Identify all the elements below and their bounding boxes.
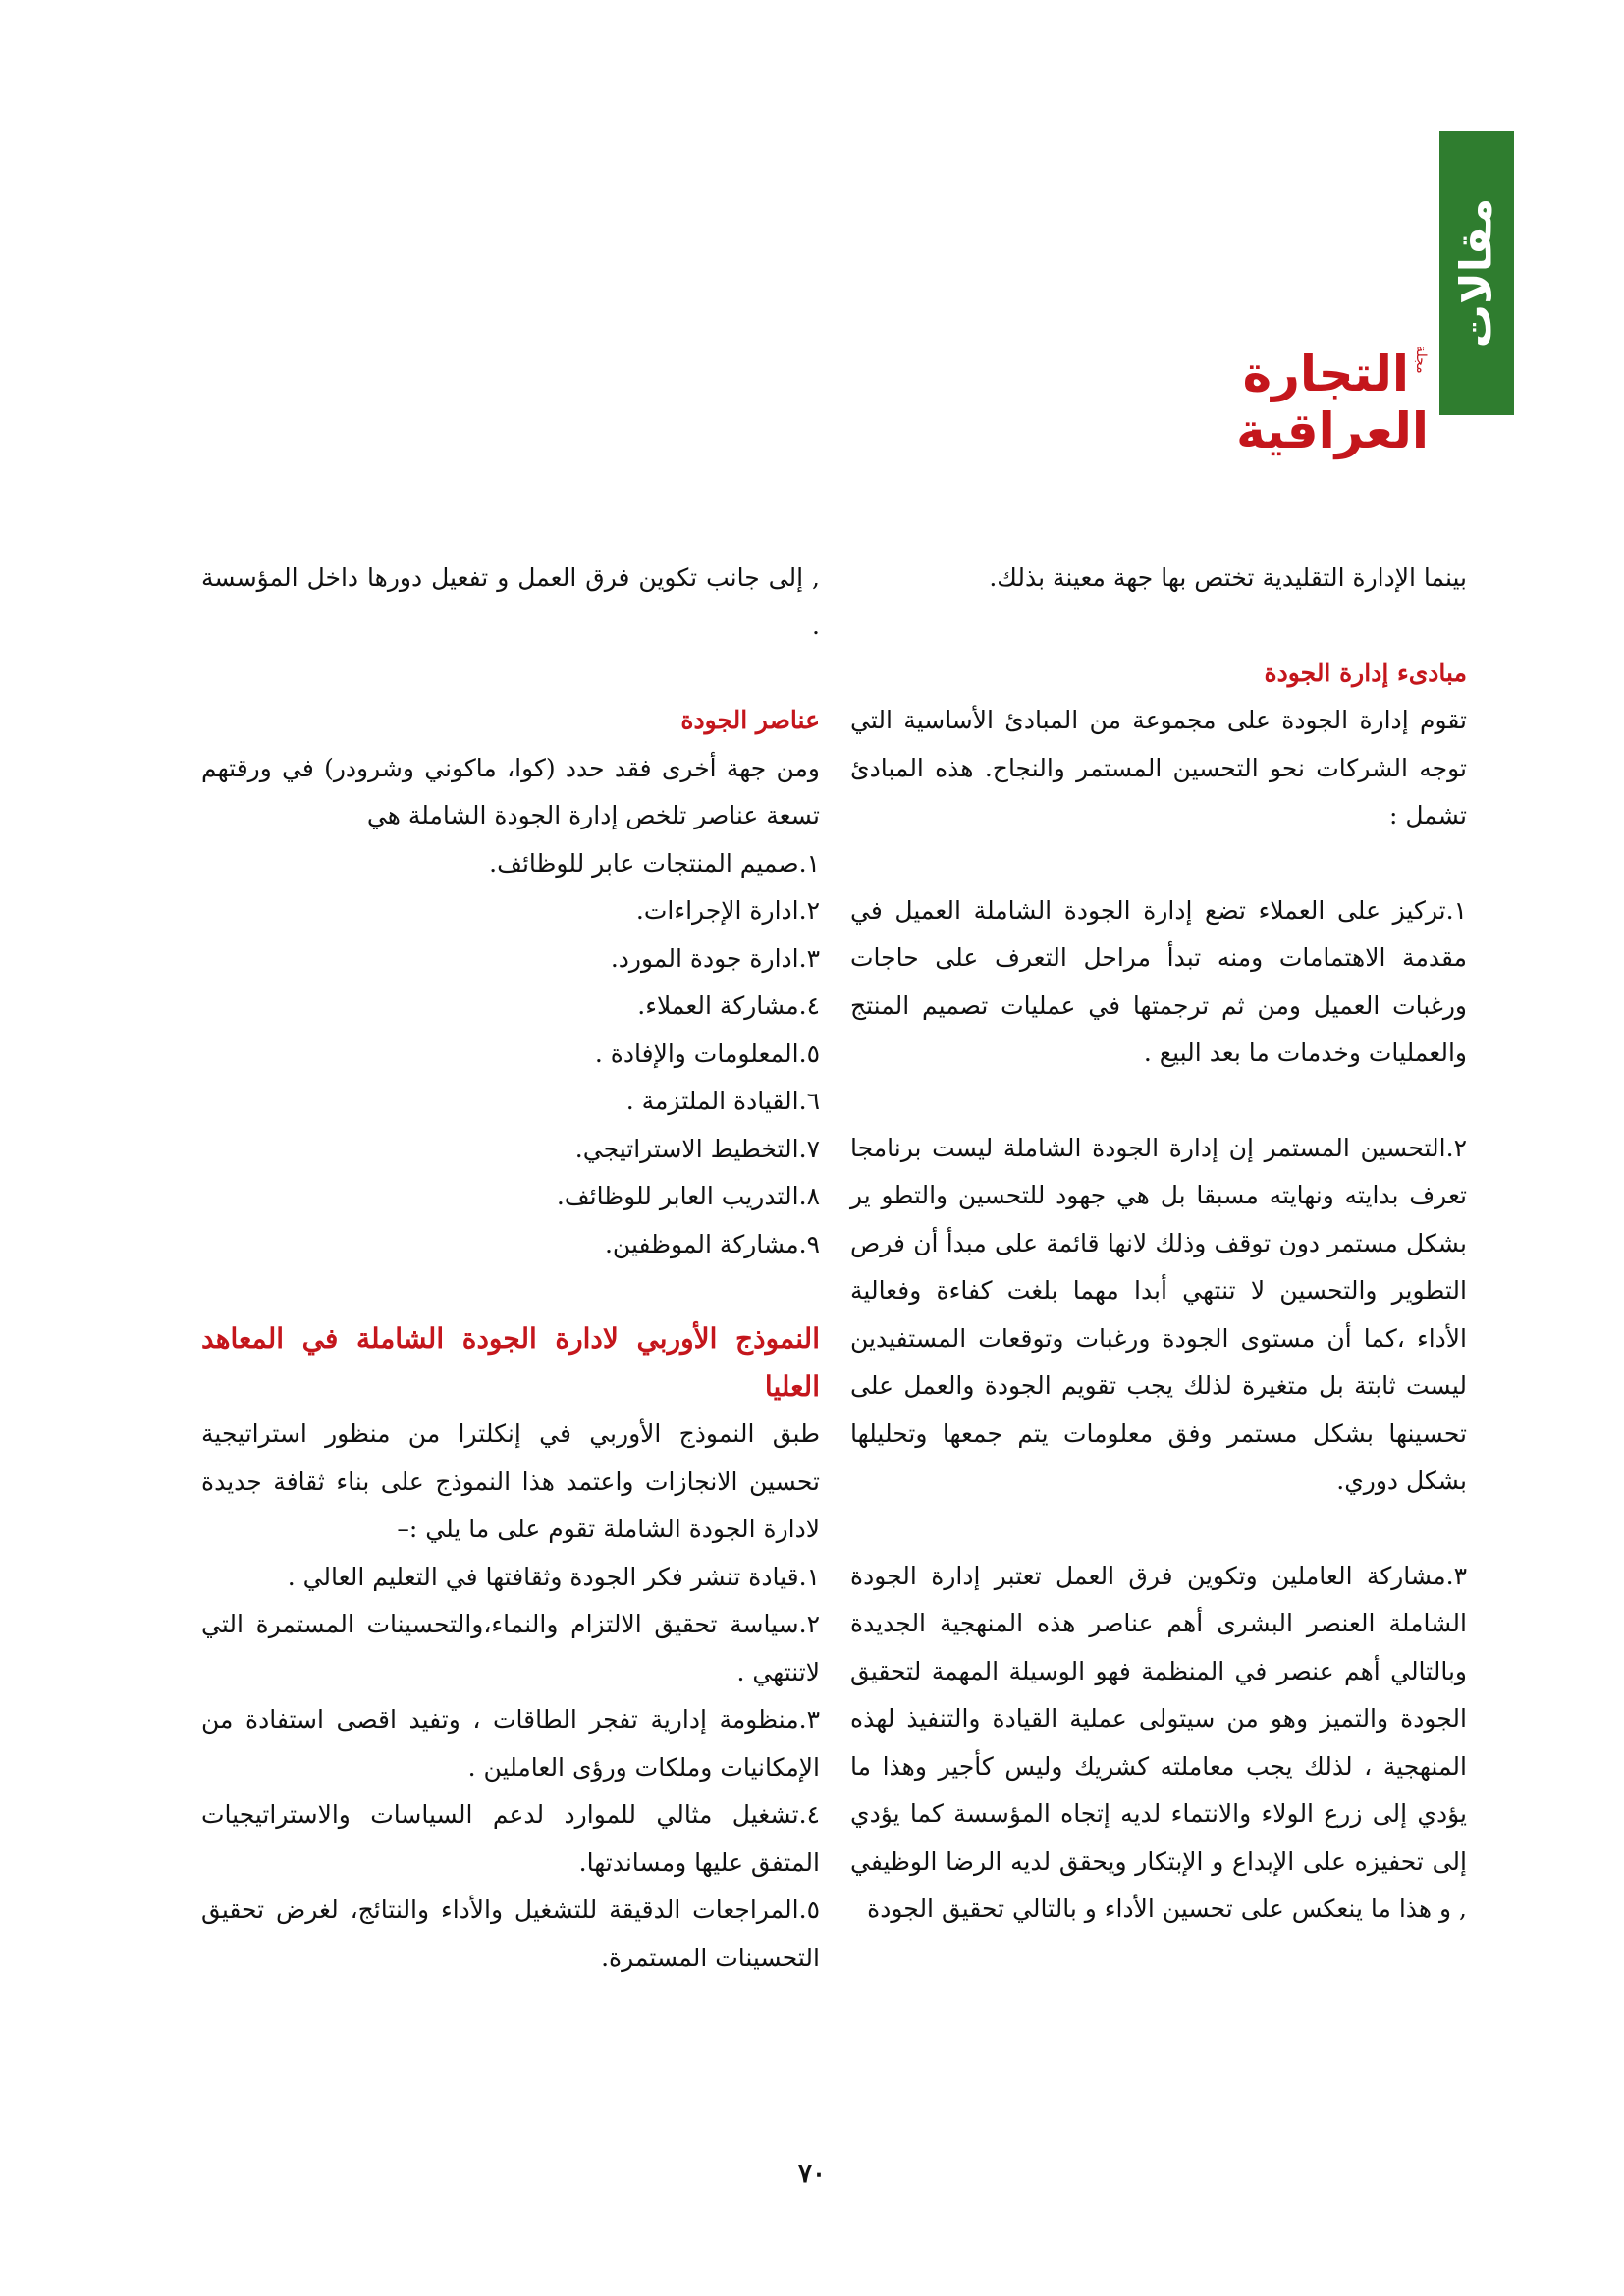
magazine-logo-name: التجارة العراقية: [1236, 346, 1429, 459]
principles-heading: مبادىء إدارة الجودة: [1264, 658, 1467, 687]
intro-paragraph: بينما الإدارة التقليدية تختص بها جهة معينة بذلك.: [989, 563, 1467, 592]
element-item: ٨.التدريب العابر للوظائف.: [556, 1182, 820, 1210]
principles-intro: تقوم إدارة الجودة على مجموعة من المبادئ الأساسية التي توجه الشركات نحو التحسين المستمر والنجاح. هذه المبادئ تشمل :: [850, 706, 1467, 829]
euro-model-item: ٢.سياسة تحقيق الالتزام والنماء،والتحسينات المستمرة التي لاتنتهي .: [201, 1610, 820, 1686]
magazine-logo-small: مجلة: [1413, 346, 1429, 374]
element-item: ٣.ادارة جودة المورد.: [610, 943, 820, 973]
right-column: [850, 555, 1467, 1934]
left-column: [201, 555, 820, 1982]
element-item: ٧.التخطيط الاستراتيجي.: [574, 1134, 820, 1163]
element-item: ٩.مشاركة الموظفين.: [604, 1229, 820, 1258]
principle-1: ١.تركيز على العملاء تضع إدارة الجودة الشاملة العميل في مقدمة الاهتمامات ومنه تبدأ مراحل التعرف على حاجات ورغبات العميل ومن ثم ترجمتها في عمليات تصميم المنتج والعمليات وخدمات ما بعد البيع .: [850, 895, 1467, 1067]
element-item: ٦.القيادة الملتزمة .: [625, 1087, 820, 1115]
element-item: ٤.مشاركة العملاء.: [637, 991, 820, 1020]
elements-heading: عناصر الجودة: [680, 706, 820, 734]
principle-2: ٢.التحسين المستمر إن إدارة الجودة الشاملة ليست برنامجا تعرف بدايته ونهايته مسبقا بل هي جهود للتحسين والتطو ير بشكل مستمر دون توقف وذلك لانها قائمة على مبدأ أن فرص التطوير والتحسين لا تنتهي أبدا مهما بلغت كفاءة وفعالية الأداء ،كما أن مستوى الجودة ورغبات وتوقعات المستفيدين ليست ثابتة بل متغيرة لذلك يجب تقويم الجودة والعمل على تحسينها بشكل مستمر وفق معلومات يتم جمعها وتحليلها بشكل دوري.: [850, 1133, 1467, 1495]
elements-intro: ومن جهة أخرى فقد حدد (كوا، ماكوني وشرودر) في ورقتهم تسعة عناصر تلخص إدارة الجودة الشاملة هي: [201, 753, 820, 829]
page-number: ٧٠: [798, 2160, 826, 2189]
element-item: ١.صميم المنتجات عابر للوظائف.: [489, 848, 820, 878]
element-item: ٥.المعلومات والإفادة .: [594, 1039, 820, 1068]
magazine-logo: [1105, 346, 1429, 459]
euro-model-item: ٣.منظومة إدارية تفجر الطاقات ، وتفيد اقصى استفادة من الإمكانيات وملكات ورؤى العاملين .: [201, 1705, 820, 1782]
euro-model-item: ١.قيادة تنشر فكر الجودة وثقافتها في التعليم العالي .: [287, 1562, 820, 1591]
section-tab: [1439, 131, 1514, 415]
euro-model-item: ٤.تشغيل مثالي للموارد لدعم السياسات والاستراتيجيات المتفق عليها ومساندتها.: [201, 1800, 820, 1877]
continuation-paragraph: , إلى جانب تكوين فرق العمل و تفعيل دورها داخل المؤسسة .: [201, 563, 820, 640]
principle-3: ٣.مشاركة العاملين وتكوين فرق العمل تعتبر إدارة الجودة الشاملة العنصر البشرى أهم عناصر هذه المنهجية الجديدة وبالتالي أهم عنصر في المنظمة فهو الوسيلة المهمة لتحقيق الجودة والتميز وهو من سيتولى عملية القيادة والتنفيذ لهذه المنهجية ، لذلك يجب معاملته كشريك وليس كأجير وهذا ما يؤدي إلى زرع الولاء والانتماء لديه إتجاه المؤسسة كما يؤدي إلى تحفيزه على الإبداع و الإبتكار ويحقق لديه الرضا الوظيفي , و هذا ما ينعكس على تحسين الأداء و بالتالي تحقيق الجودة: [850, 1561, 1467, 1923]
element-item: ٢.ادارة الإجراءات.: [635, 896, 820, 925]
euro-model-heading: النموذج الأوربي لادارة الجودة الشاملة في المعاهد العليا: [201, 1322, 820, 1403]
section-tab-label: مقالات: [1451, 197, 1502, 348]
euro-model-intro: طبق النموذج الأوربي في إنكلترا من منظور استراتيجية تحسين الانجازات واعتمد هذا النموذج على بناء ثقافة جديدة لادارة الجودة الشاملة تقوم على ما يلي :–: [201, 1419, 820, 1543]
euro-model-item: ٥.المراجعات الدقيقة للتشغيل والأداء والنتائج، لغرض تحقيق التحسينات المستمرة.: [201, 1896, 820, 1972]
